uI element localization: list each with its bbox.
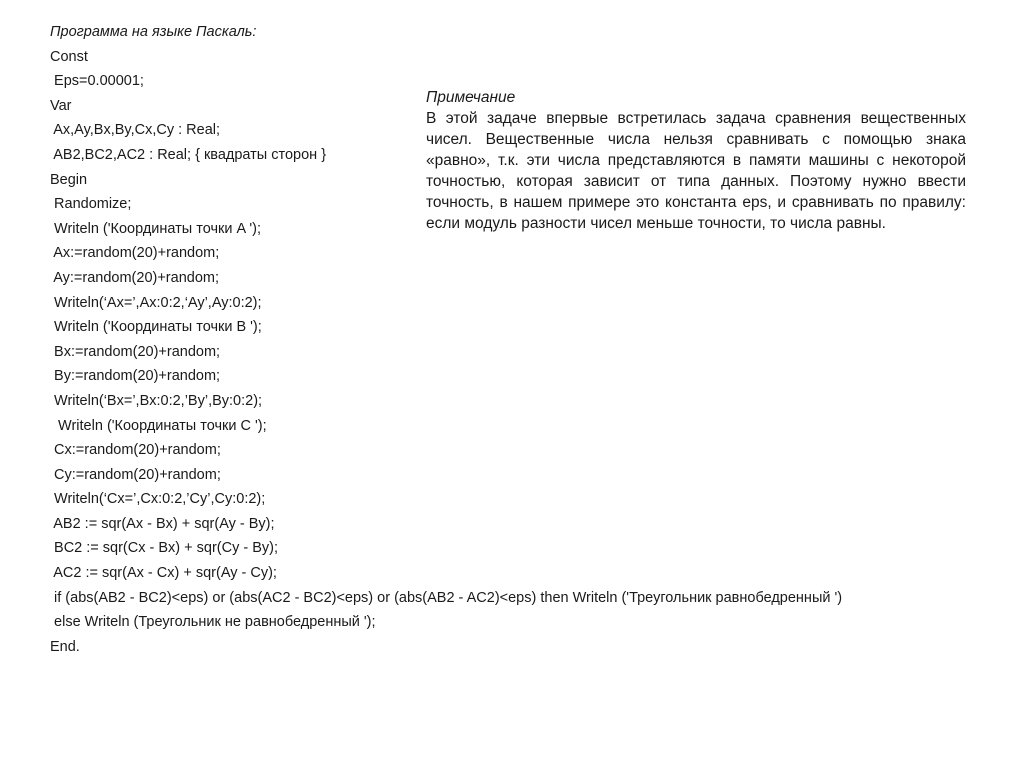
code-line: Var: [50, 97, 72, 114]
code-line: Writeln ('Координаты точки C ');: [50, 417, 267, 434]
code-line: AC2 := sqr(Ax - Cx) + sqr(Ay - Cy);: [50, 565, 277, 582]
program-title: Программа на языке Паскаль:: [50, 24, 257, 40]
code-line: Begin: [50, 171, 88, 188]
code-line: AB2 := sqr(Ax - Bx) + sqr(Ay - By);: [50, 515, 275, 532]
code-line: Ay:=random(20)+random;: [50, 269, 219, 286]
note-text: В этой задаче впервые встретилась задача сравнения вещественных чисел. Вещественные числа нельзя сравнивать с помощью знака «равно», т.к. эти числа представляются в памяти машины с некоторой точностью, которая зависит от типа данных. Поэтому нужно ввести точность, в нашем примере это константа eps, и сравнивать по правилу: если модуль разности чисел меньше точности, то числа равны.: [426, 110, 966, 232]
code-line: BC2 := sqr(Cx - Bx) + sqr(Cy - By);: [50, 540, 278, 557]
code-line: Cy:=random(20)+random;: [50, 466, 221, 483]
note-block: [426, 87, 966, 234]
code-line: Cx:=random(20)+random;: [50, 442, 221, 459]
note-title: Примечание: [426, 89, 516, 106]
code-line: Const: [50, 48, 88, 65]
code-line: Ax,Ay,Bx,By,Cx,Cy : Real;: [50, 122, 221, 139]
code-line: Ax:=random(20)+random;: [50, 245, 220, 262]
code-line: Writeln(‘Bx=’,Bx:0:2,’By’,By:0:2);: [50, 392, 263, 409]
code-line: By:=random(20)+random;: [50, 368, 221, 385]
code-line: if (abs(AB2 - BC2)<eps) or (abs(AC2 - BC2)<eps) or (abs(AB2 - AC2)<eps) then Writeln ('Треугольник равнобедренный '): [50, 589, 843, 606]
code-line: Writeln(‘Ax=’,Ax:0:2,‘Ay’,Ay:0:2);: [50, 294, 262, 311]
code-line: Writeln(‘Cx=’,Cx:0:2,’Cy’,Cy:0:2);: [50, 491, 266, 508]
code-line: Writeln ('Координаты точки B ');: [50, 319, 262, 336]
code-line: Randomize;: [50, 196, 132, 213]
code-line: Writeln ('Координаты точки A ');: [50, 220, 261, 237]
code-line: Bx:=random(20)+random;: [50, 343, 221, 360]
code-line: End.: [50, 638, 80, 655]
code-line: AB2,BC2,AC2 : Real; { квадраты сторон }: [50, 146, 327, 163]
code-line: Eps=0.00001;: [50, 73, 144, 90]
code-line: else Writeln (Треугольник не равнобедренный ');: [50, 614, 376, 631]
